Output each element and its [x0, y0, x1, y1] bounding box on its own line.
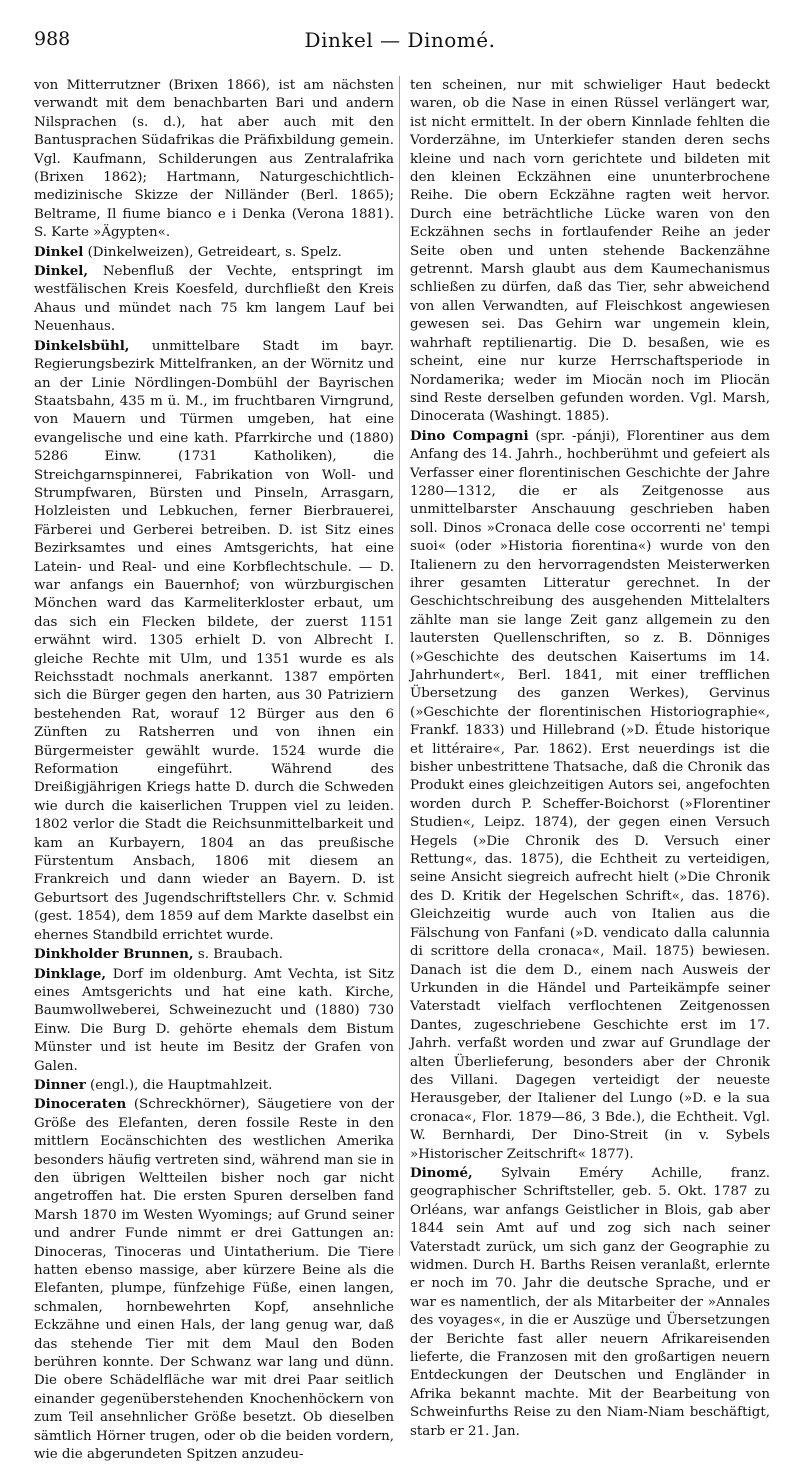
entry-dinklage: Dinklage, Dorf im oldenburg. Amt Vechta, ist Sitz eines Amtsgerichts und hat eine kath. Kirche, Baumwollweberei, Schweinezucht und (1880) 730 Einw. Die Burg D. gehörte ehemals dem Bistum Münster und ist heute im Besitz der Grafen von Galen. — [34, 965, 394, 1074]
page-header — [34, 28, 766, 58]
entry-dino-compagni: Dino Compagni (spr. -pánji), Florentiner aus dem Anfang des 14. Jahrh., hochberühmt und gefeiert als Verfasser einer florentinischen Geschichte der Jahre 1280—1312, die er als Zeitgenosse aus unmittelbarster Anschauung geschrieben haben soll. Dinos »Cronaca delle cose occorrenti ne' tempi suoi« (oder »Historia fiorentina«) wurde von den Italienern zu den hervorragendsten Meisterwerken ihrer gesamten Litteratur gerechnet. In der Geschichtschreibung des ausgehenden Mittelalters zählte man sie lange Zeit ganz allgemein zu den lautersten Quellenschriften, so z. B. Dönniges (»Geschichte des deutschen Kaisertums im 14. Jahrhundert«, Berl. 1841, mit einer trefflichen Übersetzung des ganzen Werkes), Gervinus (»Geschichte der florentinischen Historiographie«, Frankf. 1833) und Hillebrand (»D. Étude historique et littéraire«, Par. 1862). Erst neuerdings ist die bisher unbestrittene Thatsache, daß die Chronik das Produkt eines gleichzeitigen Autors sei, angefochten worden durch P. Scheffer-Boichorst (»Florentiner Studien«, Leipz. 1874), der gegen einen Versuch Hegels (»Die Chronik des D. Versuch einer Rettung«, das. 1875), die Echtheit zu verteidigen, seine Ansicht siegreich aufrecht hielt (»Die Chronik des D. Kritik der Hegelschen Schrift«, das. 1876). Gleichzeitig wurde auch von Italien aus die Fälschung von Fanfani (»D. vendicato dalla calunnia di scrittore della cronaca«, Mail. 1875) bewiesen. Danach ist die dem D., einem nach Ausweis der Urkunden in die Händel und Parteikämpfe seiner Vaterstadt vielfach verflochtenen Zeitgenossen Dantes, zugeschriebene Geschichte erst im 17. Jahrh. verfaßt worden und zwar auf Grundlage der alten Überlieferung, besonders aber der Chronik des Villani. Dagegen verteidigt der neueste Herausgeber, der Italiener del Lungo (»D. e la sua cronaca«, Flor. 1879—86, 3 Bde.), die Echtheit. Vgl. W. Bernhardi, Der Dino-Streit (in v. Sybels »Historischer Zeitschrift« 1877). — [410, 427, 770, 1162]
headword: Dinoceraten — [34, 1096, 127, 1113]
entry-dinoceraten: Dinoceraten (Schreckhörner), Säugetiere von der Größe des Elefanten, deren fossile Reste in den mittlern Eocänschichten des westlichen Amerika besonders häufig vertreten sind, während man sie in den übrigen Weltteilen bisher noch gar nicht angetroffen hat. Die ersten Spuren derselben fand Marsh 1870 im Westen Wyomings; auf Grund seiner und andrer Funde nimmt er drei Gattungen an: Dinoceras, Tinoceras und Uintatherium. Die Tiere hatten ebenso massige, aber kürzere Beine als die Elefanten, plumpe, fünfzehige Füße, einen langen, schmalen, hornbewehrten Kopf, ansehnliche Eckzähne und einen Hals, der lang genug war, daß das stehende Tier mit dem Maul den Boden berühren konnte. Der Schwanz war lang und dünn. Die obere Schädelfläche war mit drei Paar seitlich einander gegenüberstehenden Knochenhöckern von zum Teil ansehnlicher Größe besetzt. Ob dieselben sämtlich Hörner trugen, oder ob die beiden vordern, wie die abgerundeten Spitzen anzudeu- — [34, 1096, 394, 1463]
headword: Dinkel — [34, 243, 84, 260]
running-head: Dinkel — Dinomé. — [304, 28, 496, 52]
entry-continuation: von Mitterrutzner (Brixen 1866), ist am nächsten verwandt mit dem benachbarten Bari und andern Nilsprachen (s. d.), hat aber auch mit den Bantusprachen Südafrikas die Präfixbildung gemein. Vgl. Kaufmann, Schilderungen aus Zentralafrika (Brixen 1862); Hartmann, Naturgeschichtlich-medizinische Skizze der Nilländer (Berl. 1865); Beltrame, Il fiume bianco e i Denka (Verona 1881). S. Karte »Ägypten«. — [34, 78, 394, 241]
column-divider — [399, 76, 400, 1256]
headword: Dinkholder Brunnen, — [34, 946, 194, 963]
entry-dinome: Dinomé, Sylvain Eméry Achille, franz. geographischer Schriftsteller, geb. 5. Okt. 1787 zu Orléans, war anfangs Geistlicher in Blois, gab aber 1844 sein Amt auf und zog sich nach seiner Vaterstadt zurück, um sich ganz der Geographie zu widmen. Durch H. Barths Reisen veranlaßt, erlernte er noch im 70. Jahr die deutsche Sprache, und er war es namentlich, der als Mitarbeiter der »Annales des voyages«, in die er Auszüge und Übersetzungen der Berichte fast aller neuern Afrikareisenden lieferte, die Franzosen mit den großartigen neuern Entdeckungen der Deutschen und Engländer in Afrika bekannt machte. Mit der Bearbeitung von Schweinfurths Reise zu den Niam-Niam beschäftigt, starb er 21. Jan. — [410, 1164, 770, 1439]
headword: Dino Compagni — [410, 427, 529, 444]
page-number: 988 — [34, 28, 71, 50]
entry-dinkel-grain: Dinkel (Dinkelweizen), Getreideart, s. Spelz. — [34, 243, 342, 260]
entry-dinkel-river: Dinkel, Nebenfluß der Vechte, entspringt im westfälischen Kreis Koesfeld, durchfließt den Kreis Ahaus und mündet nach 75 km langem Lauf bei Neuenhaus. — [34, 263, 394, 335]
right-column — [410, 76, 770, 1439]
entry-continuation: ten scheinen, nur mit schwieliger Haut bedeckt waren, ob die Nase in einen Rüssel verlängert war, ist nicht ermittelt. In der obern Kinnlade fehlten die Vorderzähne, im Unterkiefer standen deren sechs kleine und nach vorn gerichtete und bildeten mit den kleinen Eckzähnen eine ununterbrochene Reihe. Die obern Eckzähne ragten weit hervor. Durch eine beträchtliche Lücke waren von den Eckzähnen sechs in fortlaufender Reihe an jeder Seite oben und unten stehende Backenzähne getrennt. Marsh glaubt aus dem Kaumechanismus schließen zu dürfen, daß das Tier, sehr abweichend von allen Verwandten, auf Fleischkost angewiesen gewesen sei. Das Gehirn war ungemein klein, wahrhaft reptilienartig. Die D. besaßen, wie es scheint, eine nur kurze Herrschaftsperiode in Nordamerika; weder im Miocän noch im Pliocän sind Reste derselben gefunden worden. Vgl. Marsh, Dinocerata (Washingt. 1885). — [410, 78, 770, 425]
headword: Dinner — [34, 1076, 86, 1093]
headword: Dinkel, — [34, 263, 88, 280]
entry-dinkholder-brunnen: Dinkholder Brunnen, s. Braubach. — [34, 946, 284, 963]
headword: Dinklage, — [34, 965, 107, 982]
entry-dinkelsbuehl: Dinkelsbühl, unmittelbare Stadt im bayr. Regierungsbezirk Mittelfranken, an der Wörnitz und an der Linie Nördlingen-Dombühl der Bayrischen Staatsbahn, 435 m ü. M., im fruchtbaren Virngrund, von Mauern und Türmen umgeben, hat eine evangelische und eine kath. Pfarrkirche und (1880) 5286 Einw. (1731 Katholiken), die Streichgarnspinnerei, Fabrikation von Woll- und Strumpfwaren, Bürsten und Pinseln, Arrasgarn, Holzleisten und Lebkuchen, ferner Bierbrauerei, Färberei und Gerberei betreiben. D. ist Sitz eines Bezirksamtes und eines Amtsgerichts, hat eine Latein- und Real- und eine Korbflechtschule. — D. war anfangs ein Bauernhof; von würzburgischen Mönchen ward das Karmeliterkloster erbaut, um das sich ein Flecken bildete, der zuerst 1151 erwähnt wird. 1305 erhielt D. von Albrecht I. gleiche Rechte mit Ulm, und 1351 wurde es als Reichsstadt nochmals anerkannt. 1387 empörten sich die Bürger gegen den harten, aus 30 Patriziern bestehenden Rat, worauf 12 Bürger aus den 6 Zünften zu Ratsherren und von ihnen ein Bürgermeister gewählt wurde. 1524 wurde die Reformation eingeführt. Während des Dreißigjährigen Kriegs hatte D. durch die Schweden wie durch die kaiserlichen Truppen viel zu leiden. 1802 verlor die Stadt die Reichsunmittelbarkeit und kam an Kurbayern, 1804 an das preußische Fürstentum Ansbach, 1806 mit diesem an Frankreich und dann wieder an Bayern. D. ist Geburtsort des Jugendschriftstellers Chr. v. Schmid (gest. 1854), dem 1859 auf dem Markte daselbst ein ehernes Standbild errichtet wurde. — [34, 337, 394, 943]
left-column — [34, 76, 394, 1463]
headword: Dinkelsbühl, — [34, 337, 130, 354]
headword: Dinomé, — [410, 1164, 473, 1181]
entry-dinner: Dinner (engl.), die Hauptmahlzeit. — [34, 1076, 273, 1093]
